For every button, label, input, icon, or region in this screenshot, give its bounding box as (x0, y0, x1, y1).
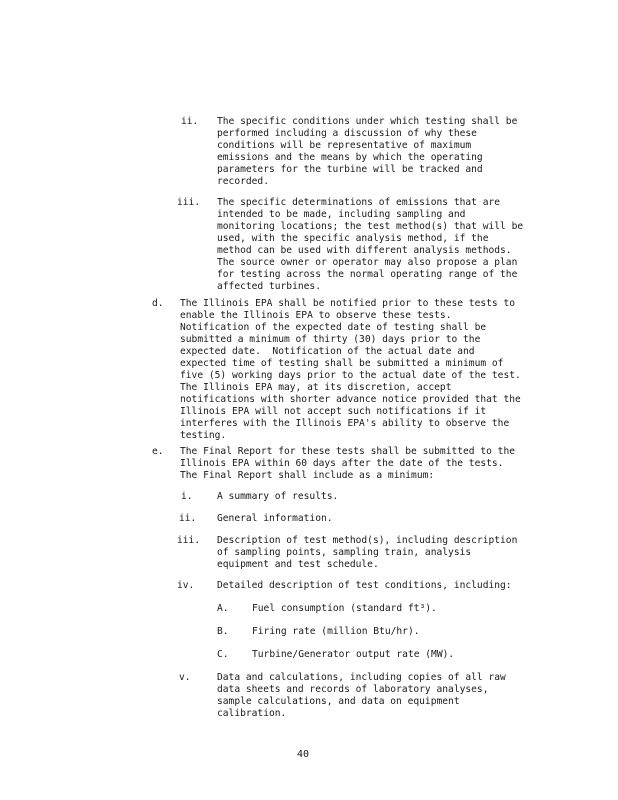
paragraph-line: parameters for the turbine will be tracked and (217, 164, 483, 175)
paragraph-line: The Final Report shall include as a minimum: (180, 470, 435, 481)
paragraph-line: General information. (217, 513, 333, 524)
paragraph-line: Turbine/Generator output rate (MW). (252, 649, 455, 660)
item-label: v. (179, 672, 191, 683)
paragraph-line: A summary of results. (217, 491, 339, 502)
paragraph-line: expected date. Notification of the actual date and (180, 346, 475, 357)
paragraph-line: notifications with shorter advance notice provided that the (180, 394, 521, 405)
item-label: ii. (179, 513, 197, 524)
paragraph-line: interferes with the Illinois EPA's ability to observe the (180, 418, 510, 429)
item-label: e. (152, 446, 164, 457)
paragraph-line: monitoring locations; the test method(s) that will be (217, 221, 524, 232)
paragraph-line: Illinois EPA will not accept such notifications if it (180, 406, 487, 417)
paragraph-line: submitted a minimum of thirty (30) days prior to the (180, 334, 481, 345)
paragraph-line: The Final Report for these tests shall be submitted to the (180, 446, 516, 457)
paragraph-line: Detailed description of test conditions, including: (217, 580, 512, 591)
paragraph-line: expected time of testing shall be submitted a minimum of (180, 358, 504, 369)
paragraph-line: data sheets and records of laboratory analyses, (217, 684, 489, 695)
paragraph-line: equipment and test schedule. (217, 559, 379, 570)
paragraph-line: emissions and the means by which the operating (217, 152, 483, 163)
paragraph-line: recorded. (217, 176, 269, 187)
paragraph-line: method can be used with different analysis methods. (217, 245, 512, 256)
paragraph-line: The Illinois EPA may, at its discretion, accept (180, 382, 452, 393)
paragraph-line: used, with the specific analysis method, if the (217, 233, 489, 244)
paragraph-line: testing. (180, 430, 227, 441)
paragraph-line: Illinois EPA within 60 days after the date of the tests. (180, 458, 504, 469)
paragraph-line: The specific determinations of emissions that are (217, 197, 501, 208)
paragraph-line: intended to be made, including sampling and (217, 209, 466, 220)
item-label: d. (152, 298, 164, 309)
item-label: iii. (177, 197, 201, 208)
paragraph-line: The Illinois EPA shall be notified prior to these tests to (180, 298, 516, 309)
item-label: i. (181, 491, 193, 502)
paragraph-line: of sampling points, sampling train, analysis (217, 547, 472, 558)
paragraph-line: enable the Illinois EPA to observe these tests. (180, 310, 452, 321)
paragraph-line: Notification of the expected date of testing shall be (180, 322, 487, 333)
paragraph-line: Firing rate (million Btu/hr). (252, 626, 420, 637)
item-label: iii. (177, 535, 201, 546)
paragraph-line: conditions will be representative of maximum (217, 140, 472, 151)
item-label: C. (217, 649, 229, 660)
item-label: iv. (177, 580, 195, 591)
paragraph-line: five (5) working days prior to the actual date of the test. (180, 370, 521, 381)
paragraph-line: sample calculations, and data on equipment (217, 696, 460, 707)
paragraph-line: Description of test method(s), including description (217, 535, 518, 546)
paragraph-line: for testing across the normal operating range of the (217, 269, 518, 280)
item-label: A. (217, 603, 229, 614)
paragraph-line: The specific conditions under which testing shall be (217, 116, 518, 127)
paragraph-line: performed including a discussion of why these (217, 128, 477, 139)
page-number: 40 (297, 749, 310, 760)
paragraph-line: calibration. (217, 708, 287, 719)
paragraph-line: Fuel consumption (standard ft³). (252, 603, 437, 614)
paragraph-line: affected turbines. (217, 281, 321, 292)
item-label: B. (217, 626, 229, 637)
paragraph-line: The source owner or operator may also propose a plan (217, 257, 518, 268)
item-label: ii. (181, 116, 199, 127)
paragraph-line: Data and calculations, including copies of all raw (217, 672, 506, 683)
